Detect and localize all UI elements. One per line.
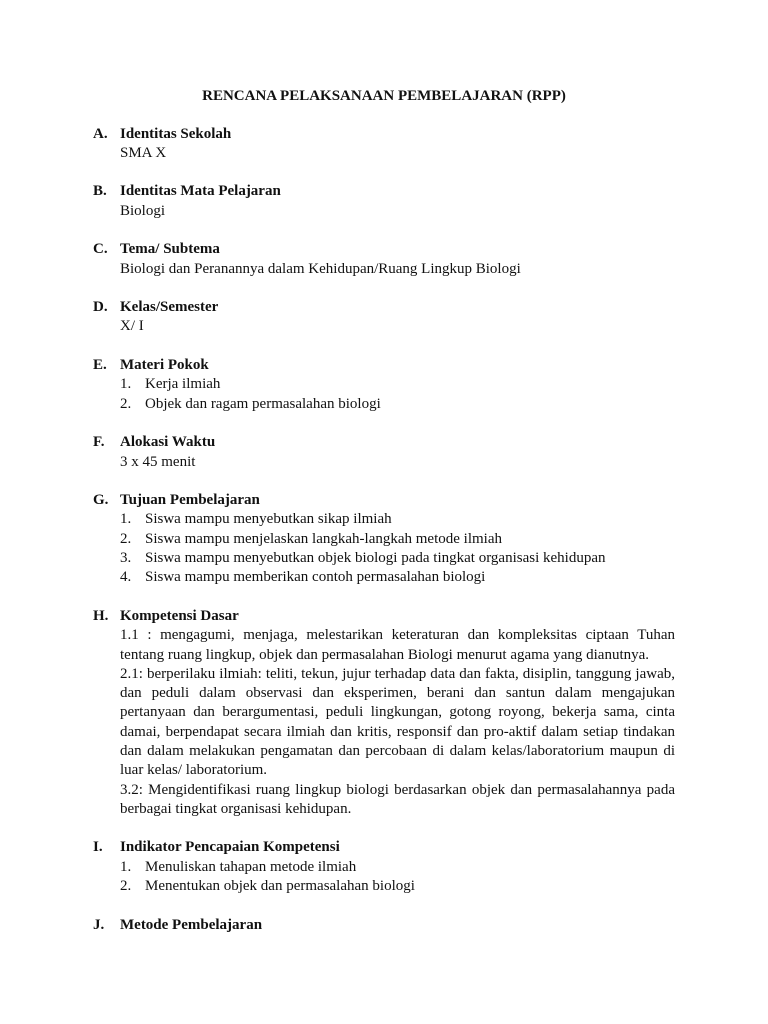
section-marker: B. — [93, 183, 107, 200]
list-item — [120, 549, 675, 568]
section-heading — [93, 491, 675, 510]
section-heading — [93, 125, 675, 144]
section-h — [93, 607, 675, 819]
list-number: 1. — [120, 511, 132, 528]
section-heading — [93, 240, 675, 259]
section-heading-text: Kompetensi Dasar — [120, 607, 239, 624]
section-marker: I. — [93, 839, 103, 856]
list-number: 1. — [120, 858, 132, 875]
section-heading-text: Metode Pembelajaran — [120, 916, 263, 933]
section-marker: F. — [93, 434, 105, 451]
list-number: 1. — [120, 376, 132, 393]
section-text: Biologi dan Peranannya dalam Kehidupan/Ruang Lingkup Biologi — [120, 260, 521, 277]
section-content — [93, 510, 675, 587]
list-item-text: Siswa mampu menjelaskan langkah-langkah metode ilmiah — [145, 530, 502, 547]
section-content — [93, 202, 675, 221]
list-item — [120, 510, 675, 529]
list-item — [120, 858, 675, 877]
list-item-text: Siswa mampu memberikan contoh permasalahan biologi — [145, 569, 486, 586]
list-number: 2. — [120, 530, 132, 547]
section-heading — [93, 838, 675, 857]
list-item-text: Menentukan objek dan permasalahan biologi — [145, 878, 415, 895]
section-heading-text: Identitas Sekolah — [120, 125, 232, 142]
section-marker: H. — [93, 607, 109, 624]
section-b — [93, 182, 675, 221]
paragraph: 3.2: Mengidentifikasi ruang lingkup biologi berdasarkan objek dan permasalahannya pada berbagai tingkat organisasi kehidupan. — [120, 781, 675, 817]
list-number: 4. — [120, 569, 132, 586]
section-text: SMA X — [120, 144, 167, 161]
section-marker: C. — [93, 241, 108, 258]
section-heading — [93, 356, 675, 375]
section-heading-text: Tema/ Subtema — [120, 241, 220, 258]
section-content — [93, 858, 675, 897]
section-text: X/ I — [120, 318, 144, 335]
list-item — [120, 395, 675, 414]
section-heading-text: Indikator Pencapaian Kompetensi — [120, 839, 340, 856]
section-marker: A. — [93, 125, 108, 142]
list-item — [120, 530, 675, 549]
section-heading — [93, 607, 675, 626]
section-heading-text: Kelas/Semester — [120, 299, 219, 316]
section-heading — [93, 182, 675, 201]
section-marker: D. — [93, 299, 108, 316]
section-c — [93, 240, 675, 279]
section-heading-text: Materi Pokok — [120, 357, 209, 374]
list-number: 2. — [120, 395, 132, 412]
section-content — [93, 375, 675, 414]
list-item-text: Siswa mampu menyebutkan sikap ilmiah — [145, 511, 392, 528]
section-heading-text: Identitas Mata Pelajaran — [120, 183, 281, 200]
document-title: RENCANA PELAKSANAAN PEMBELAJARAN (RPP) — [202, 88, 566, 104]
list-item — [120, 375, 675, 394]
section-heading-text: Tujuan Pembelajaran — [120, 492, 260, 509]
section-heading — [93, 916, 675, 935]
section-marker: G. — [93, 492, 109, 509]
list-item — [120, 568, 675, 587]
paragraph: 2.1: berperilaku ilmiah: teliti, tekun, jujur terhadap data dan fakta, disiplin, tanggung jawab, dan peduli dalam observasi dan eksperimen, berani dan santun dalam mengajukan pertanyaan dan berargumentasi, peduli lingkungan, gotong royong, bekerja sama, cinta damai, berpendapat secara ilmiah dan kritis, responsif dan pro-aktif dalam setiap tindakan dan dalam melakukan pengamatan dan percobaan di dalam kelas/laboratorium maupun di luar kelas/ laboratorium. — [120, 665, 675, 779]
section-content — [93, 626, 675, 819]
paragraph: 1.1 : mengagumi, menjaga, melestarikan keteraturan dan kompleksitas ciptaan Tuhan tentang ruang lingkup, objek dan permasalahan Biologi menurut agama yang dianutnya. — [120, 627, 675, 663]
list-number: 3. — [120, 550, 132, 567]
section-f — [93, 433, 675, 472]
list-item-text: Kerja ilmiah — [145, 376, 221, 393]
section-heading — [93, 433, 675, 452]
section-heading-text: Alokasi Waktu — [120, 434, 216, 451]
section-content — [93, 260, 675, 279]
section-heading — [93, 298, 675, 317]
section-e — [93, 356, 675, 414]
section-content — [93, 144, 675, 163]
section-text: 3 x 45 menit — [120, 453, 196, 470]
list-item-text: Objek dan ragam permasalahan biologi — [145, 395, 381, 412]
section-content — [93, 453, 675, 472]
list-number: 2. — [120, 878, 132, 895]
section-content — [93, 317, 675, 336]
list-item — [120, 877, 675, 896]
section-text: Biologi — [120, 202, 166, 219]
section-d — [93, 298, 675, 337]
section-marker: J. — [93, 916, 105, 933]
section-marker: E. — [93, 357, 107, 374]
section-j — [93, 916, 675, 935]
list-item-text: Siswa mampu menyebutkan objek biologi pada tingkat organisasi kehidupan — [145, 550, 606, 567]
document-body — [93, 125, 675, 955]
section-i — [93, 838, 675, 896]
section-g — [93, 491, 675, 587]
section-a — [93, 125, 675, 164]
list-item-text: Menuliskan tahapan metode ilmiah — [145, 858, 357, 875]
